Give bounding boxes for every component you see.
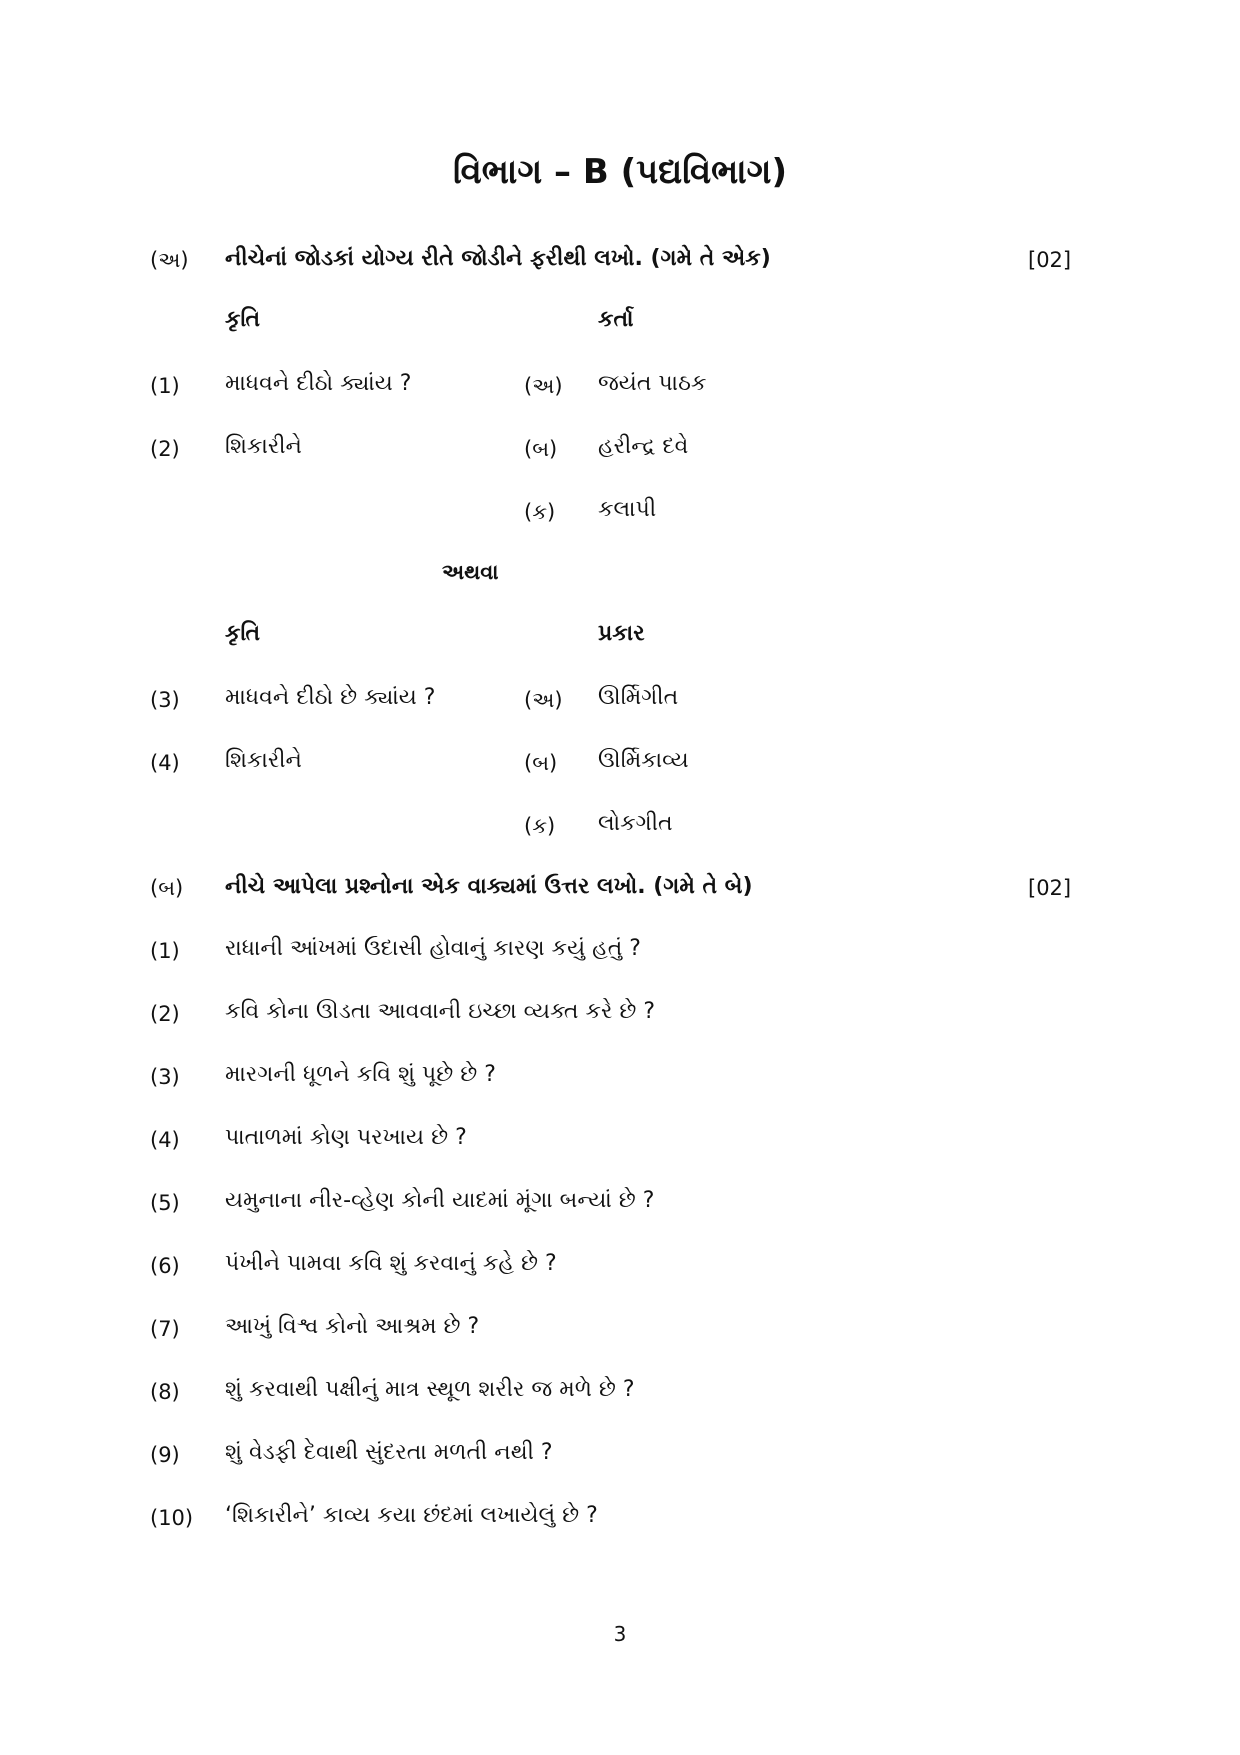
set1-col-right-heading: કર્તા xyxy=(598,307,634,332)
set1-left-num: (2) xyxy=(150,437,180,461)
set1-left-text: માધવને દીઠો ક્યાંય ? xyxy=(225,371,412,396)
question-number: (2) xyxy=(150,1002,180,1026)
question-number: (5) xyxy=(150,1191,180,1215)
section-a-label: (અ) xyxy=(150,248,189,272)
set2-left-text: શિકારીને xyxy=(225,748,302,773)
question-number: (7) xyxy=(150,1317,180,1341)
section-b-instruction: નીચે આપેલા પ્રશ્નોના એક વાક્યમાં ઉત્તર લખો. (ગમે તે બે) xyxy=(225,874,753,899)
section-b-label: (બ) xyxy=(150,876,184,900)
set1-left-num: (1) xyxy=(150,374,180,398)
set1-right-label: (ક) xyxy=(524,500,556,524)
set2-right-label: (અ) xyxy=(524,688,563,712)
question-number: (10) xyxy=(150,1506,194,1530)
question-text: પાતાળમાં કોણ પરખાય છે ? xyxy=(225,1125,467,1150)
question-number: (9) xyxy=(150,1443,180,1467)
set1-right-text: હરીન્દ્ર દવે xyxy=(598,434,689,459)
set2-right-text: ઊર્મિકાવ્ય xyxy=(598,748,689,773)
set1-right-text: કલાપી xyxy=(598,497,657,522)
page-number: 3 xyxy=(613,1622,627,1646)
set1-col-left-heading: કૃતિ xyxy=(225,307,261,332)
question-text: યમુનાના નીર-વ્હેણ કોની યાદમાં મૂંગા બન્યાં છે ? xyxy=(225,1188,655,1213)
set1-right-label: (અ) xyxy=(524,374,563,398)
question-text: કવિ કોના ઊડતા આવવાની ઇચ્છા વ્યક્ત કરે છે ? xyxy=(225,999,656,1024)
set2-right-text: લોકગીત xyxy=(598,811,673,836)
set2-col-left-heading: કૃતિ xyxy=(225,621,261,646)
set1-left-text: શિકારીને xyxy=(225,434,302,459)
question-number: (4) xyxy=(150,1128,180,1152)
question-text: આખું વિશ્વ કોનો આશ્રમ છે ? xyxy=(225,1314,480,1339)
set2-col-right-heading: પ્રકાર xyxy=(598,621,645,646)
question-text: પંખીને પામવા કવિ શું કરવાનું કહે છે ? xyxy=(225,1251,557,1276)
set1-right-text: જયંત પાઠક xyxy=(598,371,707,396)
question-number: (3) xyxy=(150,1065,180,1089)
set2-right-text: ઊર્મિગીત xyxy=(598,685,679,710)
question-text: શું કરવાથી પક્ષીનું માત્ર સ્થૂળ શરીર જ મળે છે ? xyxy=(225,1377,635,1402)
set2-left-num: (4) xyxy=(150,751,180,775)
question-number: (8) xyxy=(150,1380,180,1404)
set2-left-num: (3) xyxy=(150,688,180,712)
set1-right-label: (બ) xyxy=(524,437,558,461)
section-b-marks: [02] xyxy=(1028,876,1072,900)
set2-right-label: (ક) xyxy=(524,814,556,838)
question-number: (6) xyxy=(150,1254,180,1278)
question-text: ‘શિકારીને’ કાવ્ય કયા છંદમાં લખાયેલું છે ? xyxy=(225,1503,598,1528)
question-text: શું વેડફી દેવાથી સુંદરતા મળતી નથી ? xyxy=(225,1440,553,1465)
section-a-marks: [02] xyxy=(1028,248,1072,272)
question-text: મારગની ધૂળને કવિ શું પૂછે છે ? xyxy=(225,1062,496,1087)
section-title: વિભાગ – B (પદ્યવિભાગ) xyxy=(452,152,788,192)
section-a-instruction: નીચેનાં જોડકાં યોગ્ય રીતે જોડીને ફરીથી લખો. (ગમે તે એક) xyxy=(225,246,771,271)
set2-left-text: માધવને દીઠો છે ક્યાંય ? xyxy=(225,685,436,710)
or-separator: અથવા xyxy=(442,560,499,584)
set2-right-label: (બ) xyxy=(524,751,558,775)
question-text: રાધાની આંખમાં ઉદાસી હોવાનું કારણ કયું હતું ? xyxy=(225,936,641,961)
question-number: (1) xyxy=(150,939,180,963)
